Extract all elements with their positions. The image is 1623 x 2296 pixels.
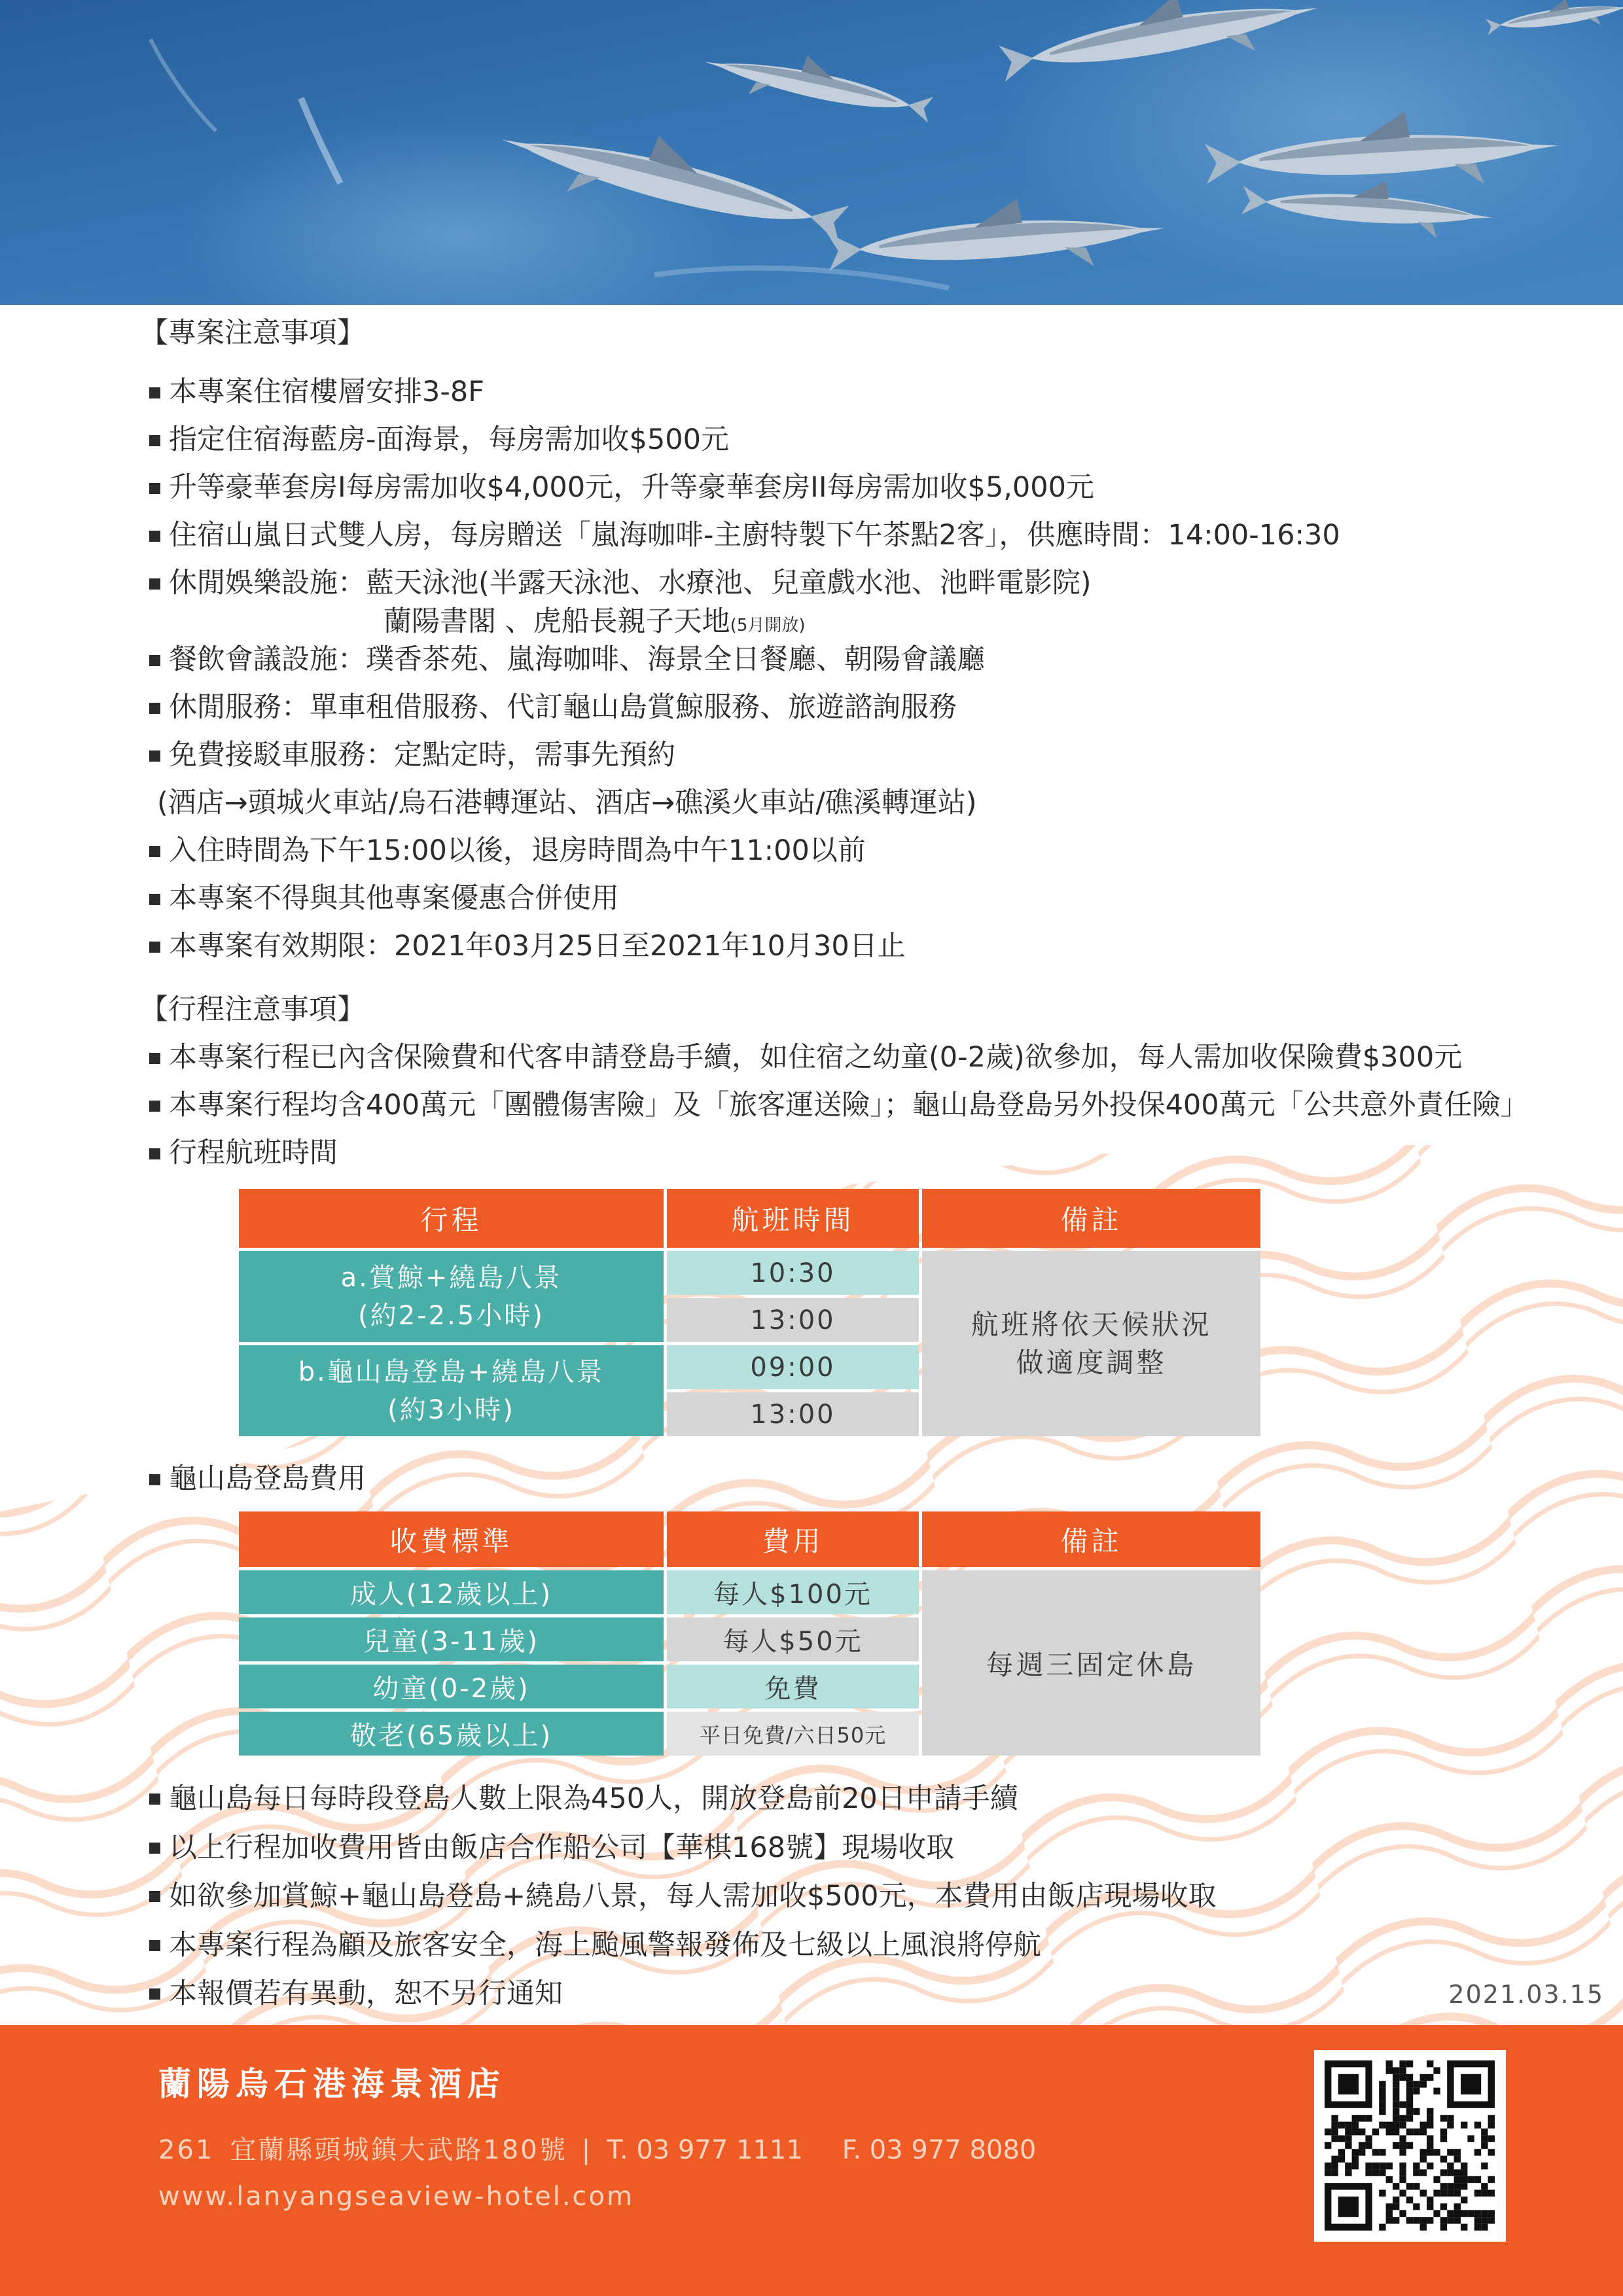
fee-amount-cell: 每人$100元 bbox=[667, 1570, 919, 1614]
qr-code-icon bbox=[1314, 2050, 1506, 2242]
additional-note: 本報價若有異動，恕不另行通知 bbox=[149, 1969, 1609, 2019]
dolphins-photo bbox=[0, 0, 1623, 305]
postal-code: 261 bbox=[158, 2135, 215, 2165]
facilities-continued bbox=[149, 607, 1609, 636]
itinerary-note: 本專案行程已內含保險費和代客申請登島手續，如住宿之幼童(0-2歲)欲參加，每人需加收保險費$300元 bbox=[149, 1034, 1609, 1082]
route-duration: (約2-2.5小時) bbox=[358, 1300, 544, 1331]
issue-date: 2021.03.15 bbox=[1448, 1980, 1604, 2009]
additional-note: 如欲參加賞鯨+龜山島登島+繞島八景，每人需加收$500元，本費用由飯店現場收取 bbox=[149, 1872, 1609, 1921]
separator: | bbox=[581, 2135, 593, 2165]
fee-category-cell: 幼童(0-2歲) bbox=[239, 1665, 664, 1708]
street-address: 宜蘭縣頭城鎮大武路180號 bbox=[230, 2135, 567, 2165]
table-header-cell: 備註 bbox=[922, 1511, 1260, 1567]
remark-line: 航班將依天候狀況 bbox=[971, 1308, 1212, 1341]
table-header-cell: 備註 bbox=[922, 1189, 1260, 1248]
facilities-continued-text: 蘭陽書閣 、虎船長親子天地 bbox=[383, 605, 730, 638]
hotel-name: 蘭陽烏石港海景酒店 bbox=[158, 2065, 506, 2103]
project-note: 本專案有效期限：2021年03月25日至2021年10月30日止 bbox=[149, 923, 1609, 970]
fee-category-cell: 敬老(65歲以上) bbox=[239, 1712, 664, 1756]
fee-amount-cell: 每人$50元 bbox=[667, 1617, 919, 1661]
facilities-opening-note: (5月開放) bbox=[730, 616, 806, 635]
project-note: 休閒服務：單車租借服務、代訂龜山島賞鯨服務、旅遊諮詢服務 bbox=[149, 684, 1609, 732]
remark-cell: 每週三固定休島 bbox=[922, 1570, 1260, 1756]
fee-amount-cell: 平日免費/六日50元 bbox=[667, 1712, 919, 1756]
phone-number: T. 03 977 1111 bbox=[607, 2135, 803, 2165]
qr-code bbox=[1314, 2050, 1506, 2242]
fee-category-cell: 成人(12歲以上) bbox=[239, 1570, 664, 1614]
remark-line: 做適度調整 bbox=[1016, 1346, 1167, 1379]
remark-cell bbox=[922, 1251, 1260, 1436]
project-note: 休閒娛樂設施：藍天泳池(半露天泳池、水療池、兒童戲水池、池畔電影院) bbox=[149, 559, 1609, 607]
table-header-cell: 行程 bbox=[239, 1189, 664, 1248]
route-cell bbox=[239, 1345, 664, 1436]
contact-line bbox=[158, 2130, 1036, 2170]
project-note: 本專案不得與其他專案優惠合併使用 bbox=[149, 875, 1609, 923]
table-header-cell: 費用 bbox=[667, 1511, 919, 1567]
project-note: 本專案住宿樓層安排3-8F bbox=[149, 368, 1609, 416]
project-note: 住宿山嵐日式雙人房，每房贈送「嵐海咖啡-主廚特製下午茶點2客」，供應時間：14:00-16:30 bbox=[149, 512, 1609, 559]
project-note: 升等豪華套房I每房需加收$4,000元，升等豪華套房II每房需加收$5,000元 bbox=[149, 464, 1609, 512]
schedule-table bbox=[239, 1189, 1260, 1436]
itinerary-note: 本專案行程均含400萬元「團體傷害險」及「旅客運送險」；龜山島登島另外投保400萬元「公共意外責任險」 bbox=[149, 1082, 1609, 1129]
itinerary-note: 行程航班時間 bbox=[149, 1129, 1609, 1177]
fee-category-cell: 兒童(3-11歲) bbox=[239, 1617, 664, 1661]
fee-amount-cell: 免費 bbox=[667, 1665, 919, 1708]
section-title: 【行程注意事項】 bbox=[140, 993, 365, 1026]
route-name: a.賞鯨+繞島八景 bbox=[340, 1262, 562, 1293]
notes-section bbox=[140, 309, 1609, 1177]
table-header-cell: 收費標準 bbox=[239, 1511, 664, 1567]
fee-table bbox=[239, 1511, 1260, 1756]
route-name: b.龜山島登島+繞島八景 bbox=[298, 1356, 605, 1387]
project-note: 入住時間為下午15:00以後，退房時間為中午11:00以前 bbox=[149, 827, 1609, 875]
fee-section-title: 龜山島登島費用 bbox=[149, 1455, 954, 1503]
route-cell bbox=[239, 1251, 664, 1342]
departure-time-cell: 13:00 bbox=[667, 1392, 919, 1436]
departure-time-cell: 09:00 bbox=[667, 1345, 919, 1389]
route-duration: (約3小時) bbox=[387, 1394, 515, 1425]
fax-number: F. 03 977 8080 bbox=[842, 2135, 1037, 2165]
additional-note: 本專案行程為顧及旅客安全，海上颱風警報發佈及七級以上風浪將停航 bbox=[149, 1921, 1609, 1970]
shuttle-route: (酒店→頭城火車站/烏石港轉運站、酒店→礁溪火車站/礁溪轉運站) bbox=[157, 786, 977, 819]
departure-time-cell: 13:00 bbox=[667, 1298, 919, 1342]
additional-notes bbox=[149, 1775, 1609, 2019]
footer bbox=[0, 2025, 1623, 2296]
additional-note: 以上行程加收費用皆由飯店合作船公司【華棋168號】現場收取 bbox=[149, 1824, 1609, 1873]
departure-time-cell: 10:30 bbox=[667, 1251, 919, 1295]
website-url: www.lanyangseaview-hotel.com bbox=[158, 2181, 634, 2212]
table-header-cell: 航班時間 bbox=[667, 1189, 919, 1248]
project-note: 餐飲會議設施：璞香茶苑、嵐海咖啡、海景全日餐廳、朝陽會議廳 bbox=[149, 636, 1609, 684]
project-note: 免費接駁車服務：定點定時，需事先預約 bbox=[149, 732, 1609, 779]
additional-note: 龜山島每日每時段登島人數上限為450人，開放登島前20日申請手續 bbox=[149, 1775, 1609, 1824]
project-note: 指定住宿海藍房-面海景，每房需加收$500元 bbox=[149, 416, 1609, 464]
section-title: 【專案注意事項】 bbox=[140, 317, 365, 349]
